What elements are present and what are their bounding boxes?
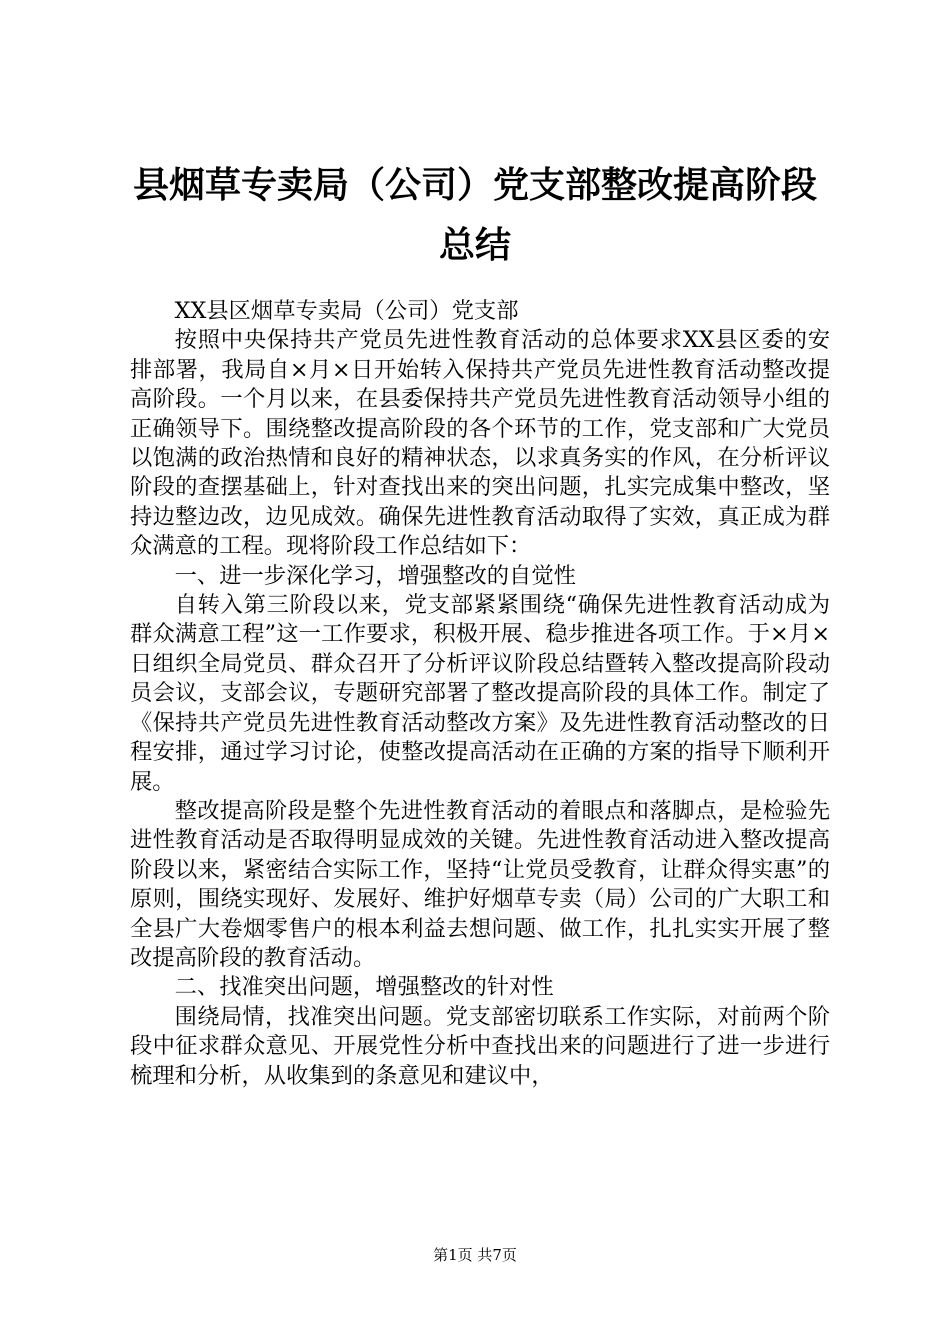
paragraph-section-2a: 围绕局情，找准突出问题。党支部密切联系工作实际，对前两个阶段中征求群众意见、开展党性分析中查找出来的问题进行了进一步进行梳理和分析，从收集到的条意见和建议中， [130, 1003, 830, 1089]
paragraph-issuer: XX县区烟草专卖局（公司）党支部 [174, 298, 519, 324]
paragraph-intro: 按照中央保持共产党员先进性教育活动的总体要求XX县区委的安排部署，我局自×月×日开始转入保持共产党员先进性教育活动整改提高阶段。一个月以来，在县委保持共产党员先进性教育活动领导小组的正确领导下。围绕整改提高阶段的各个环节的工作，党支部和广大党员以饱满的政治热情和良好的精神状态，以求真务实的作风，在分析评议阶段的查摆基础上，针对查找出来的突出问题，扎实完成集中整改，坚持边整边改，边见成效。确保先进性教育活动取得了实效，真正成为群众满意的工程。现将阶段工作总结如下： [130, 327, 830, 560]
document-title: 县烟草专卖局（公司）党支部整改提高阶段总结 [132, 165, 817, 266]
section-heading-2: 二、找准突出问题，增强整改的针对性 [174, 974, 554, 1001]
document-body [130, 297, 830, 1091]
paragraph-section-1a: 自转入第三阶段以来，党支部紧紧围绕“确保先进性教育活动成为群众满意工程”这一工作要求，积极开展、稳步推进各项工作。于×月×日组织全局党员、群众召开了分析评议阶段总结暨转入整改提高阶段动员会议，支部会议，专题研究部署了整改提高阶段的具体工作。制定了《保持共产党员先进性教育活动整改方案》及先进性教育活动整改的日程安排，通过学习讨论，使整改提高活动在正确的方案的指导下顺利开展。 [130, 592, 830, 795]
paragraph-section-1b: 整改提高阶段是整个先进性教育活动的着眼点和落脚点，是检验先进性教育活动是否取得明显成效的关键。先进性教育活动进入整改提高阶段以来，紧密结合实际工作，坚持“让党员受教育，让群众得实惠”的原则，围绕实现好、发展好、维护好烟草专卖（局）公司的广大职工和全县广大卷烟零售户的根本利益去想问题、做工作，扎扎实实开展了整改提高阶段的教育活动。 [130, 797, 830, 971]
section-heading-1: 一、进一步深化学习，增强整改的自觉性 [174, 562, 576, 589]
page-number-footer: 第1页 共7页 [433, 1246, 517, 1264]
